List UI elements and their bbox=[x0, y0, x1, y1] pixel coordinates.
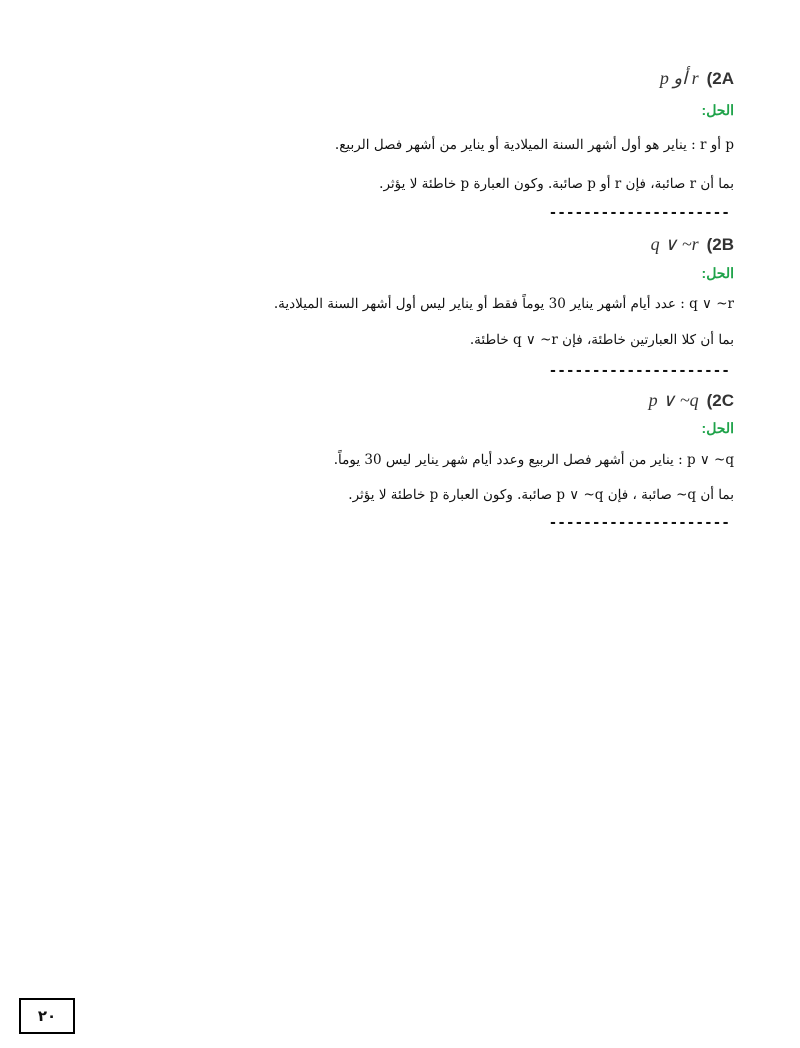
section-2c-expression: p ∨ ~q bbox=[648, 390, 699, 410]
section-2a-number: (2A bbox=[706, 69, 734, 88]
section-2a-line-2: بما أن r صائبة، فإن r أو p صائبة. وكون العبارة p خاطئة لا يؤثر. bbox=[379, 176, 734, 192]
section-2b-heading bbox=[651, 234, 734, 255]
section-2c-heading bbox=[649, 390, 734, 411]
section-2c-line-2: بما أن q~ صائبة ، فإن p ∨ ~q صائبة. وكون العبارة p خاطئة لا يؤثر. bbox=[348, 487, 734, 503]
section-2a-solution-label: الحل: bbox=[701, 102, 734, 118]
section-2b-expression: q ∨ ~r bbox=[650, 234, 699, 254]
section-2b-separator: --------------------- bbox=[548, 363, 730, 379]
page-number-box bbox=[19, 998, 75, 1034]
section-2a-expression: p أو r bbox=[659, 68, 699, 88]
page-number: ٢٠ bbox=[37, 1007, 57, 1025]
section-2a-separator: --------------------- bbox=[548, 205, 730, 221]
section-2c-line-1: p ∨ ~q : يناير من أشهر فصل الربيع وعدد أيام شهر يناير ليس 30 يوماً. bbox=[333, 452, 734, 468]
section-2c-solution-label: الحل: bbox=[701, 420, 734, 436]
section-2c-separator: --------------------- bbox=[548, 515, 730, 531]
section-2a-line-1: p أو r : يناير هو أول أشهر السنة الميلادية أو يناير من أشهر فصل الربيع. bbox=[334, 137, 734, 153]
section-2b-solution-label: الحل: bbox=[701, 265, 734, 281]
section-2b-line-2: بما أن كلا العبارتين خاطئة، فإن q ∨ ~r خاطئة. bbox=[469, 332, 734, 348]
section-2b-line-1: q ∨ ~r : عدد أيام أشهر يناير 30 يوماً فقط أو يناير ليس أول أشهر السنة الميلادية. bbox=[273, 296, 734, 312]
section-2b-number: (2B bbox=[706, 235, 734, 254]
section-2a-heading bbox=[660, 68, 734, 89]
section-2c-number: (2C bbox=[706, 391, 734, 410]
